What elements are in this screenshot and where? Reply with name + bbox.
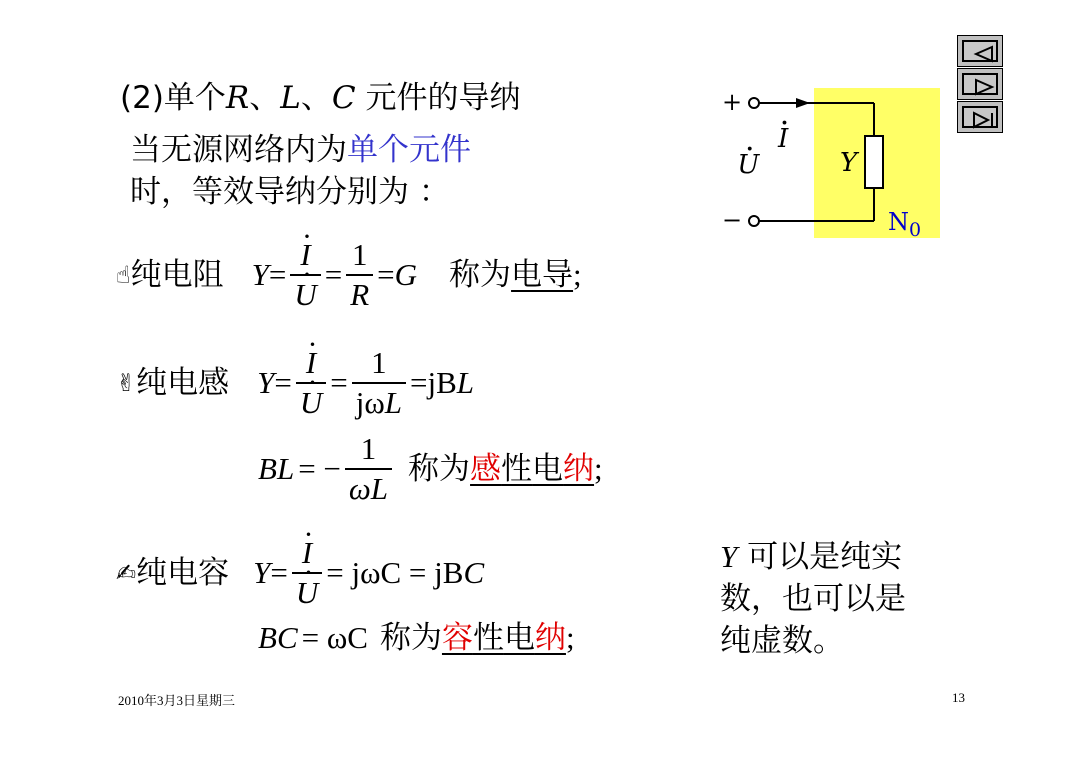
prev-slide-button[interactable] [957, 35, 1003, 67]
next-slide-button[interactable] [957, 68, 1003, 100]
bottom-terminal [749, 216, 759, 226]
top-terminal [749, 98, 759, 108]
voltage-label: · U [737, 150, 759, 180]
network-label: $N_0$ [888, 208, 922, 241]
minus-sign: − [722, 206, 743, 234]
footer-date: 2010年3月3日星期三 [118, 693, 236, 708]
capacitor-row: ✍ 纯电容 Y = · I · U = jωC = jB C [116, 536, 484, 610]
triangle-right-icon [966, 77, 1000, 97]
victory-hand-icon: ✌ [116, 369, 137, 397]
capacitor-susceptance-row: B C = ωC 称为 容 性 电 纳 ; [258, 620, 575, 656]
current-arrow [796, 98, 810, 108]
admittance-element [865, 136, 883, 188]
inductor-susceptance-row: B L = − $\frac{1}{\omega L}$ 称为 感 性 电 纳 ; [258, 431, 603, 506]
hand-point-icon: ☝ [116, 261, 131, 289]
writing-hand-icon: ✍ [116, 559, 137, 587]
triangle-left-icon [966, 44, 1000, 64]
intro-line-1: 当无源网络内为单个元件 [130, 132, 471, 168]
side-note: Y 可以是纯实 数，也可以是 纯虚数。 [720, 539, 906, 659]
plus-sign: + [722, 88, 743, 116]
page-number: 13 [952, 690, 965, 705]
inductor-row: ✌ 纯电感 Y = · I · U = $\frac{1}{\text{jωL}}$ = jB L [116, 346, 474, 420]
last-slide-button[interactable] [957, 101, 1003, 133]
element-label: Y [840, 148, 858, 178]
skip-end-icon [966, 110, 1000, 130]
resistor-row: ☝ 纯电阻 Y = · I · U = $\frac{1}{R}$ = G 称为 电导 ; [116, 238, 582, 312]
slide-heading: (2)单个R、L、C 元件的导纳 [120, 80, 521, 116]
intro-line-2: 时，等效导纳分别为 ： [130, 174, 450, 210]
current-label: · I [778, 124, 788, 154]
